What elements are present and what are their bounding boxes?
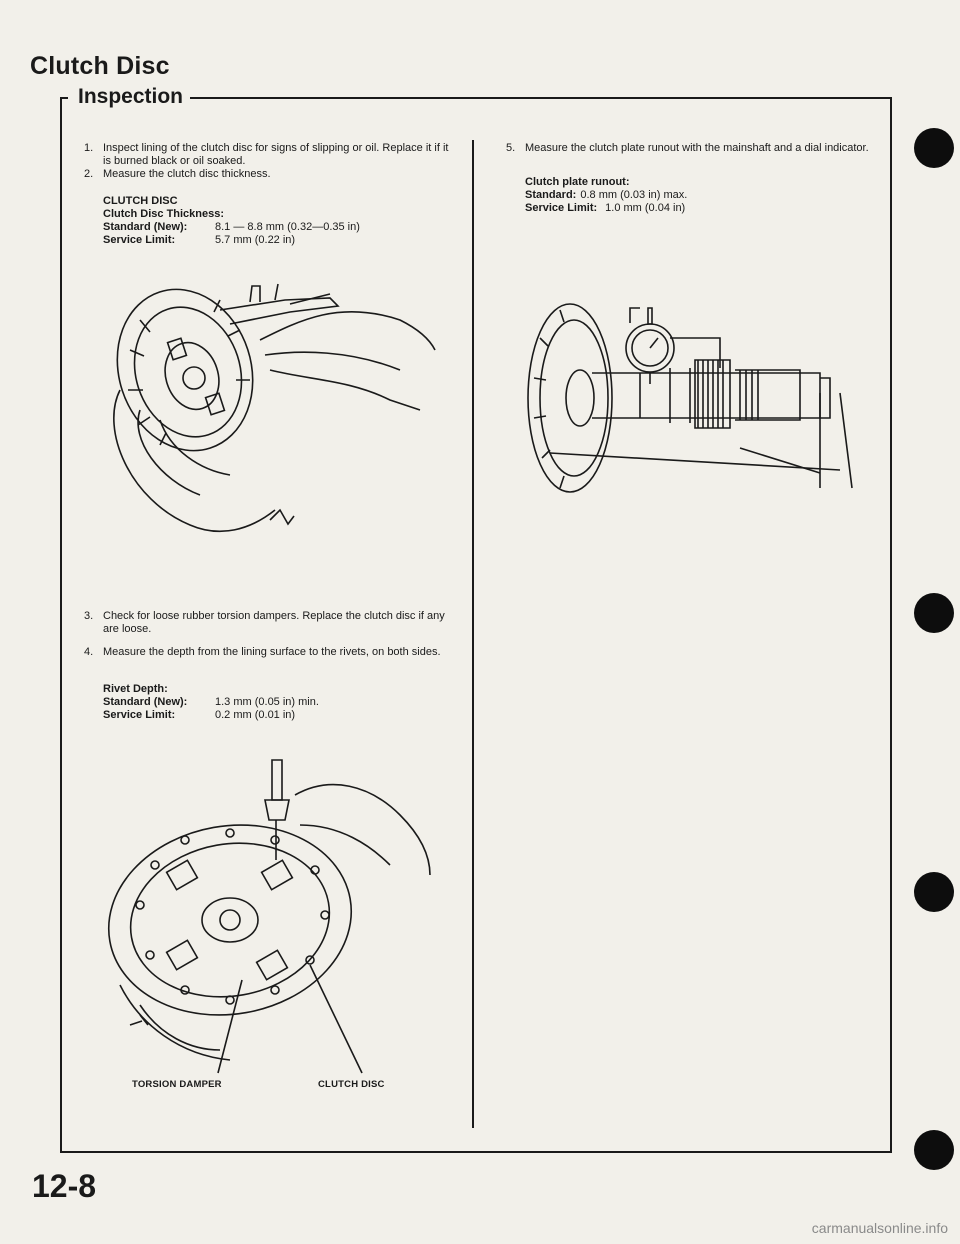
spec-row-service-limit [103,234,443,247]
column-divider [472,140,474,1128]
clutch-plate-runout-spec [525,176,865,215]
section-tab-marker [914,593,954,633]
clutch-disc-thickness-spec [103,195,443,247]
page-title: Clutch Disc [30,52,170,80]
spec-row-service-limit [525,202,865,215]
caliper-measurement-illustration [100,280,440,560]
step-text: Inspect lining of the clutch disc for signs of slipping or oil. Replace it if it is burned black or oil soaked. [103,142,449,167]
spec-value: 0.2 mm (0.01 in) [215,709,296,721]
spec-row-standard [103,221,443,234]
page-number: 12-8 [32,1168,97,1204]
frame-top-line [190,97,892,99]
spec-label: Standard: [525,189,577,201]
spec-subheading: Clutch Disc Thickness: [103,208,225,220]
section-tab-marker [914,128,954,168]
step-number: 1. [84,142,94,154]
step-number: 4. [84,646,94,658]
step-number: 3. [84,610,94,622]
step-text: Measure the clutch plate runout with the mainshaft and a dial indicator. [525,142,869,154]
section-tab-marker [914,1130,954,1170]
section-title: Inspection [74,85,187,109]
step-text: Measure the depth from the lining surface to the rivets, on both sides. [103,646,441,658]
rivet-depth-spec [103,683,443,722]
spec-value: 1.3 mm (0.05 in) min. [215,696,319,708]
spec-value: 8.1 — 8.8 mm (0.32—0.35 in) [215,221,360,233]
spec-value: 0.8 mm (0.03 in) max. [580,189,688,201]
runout-dial-indicator-illustration [520,298,860,508]
spec-heading: CLUTCH DISC [103,195,178,207]
caption-clutch-disc: CLUTCH DISC [318,1079,385,1090]
step-text: Measure the clutch disc thickness. [103,168,271,180]
spec-row-service-limit [103,709,443,722]
step-text: Check for loose rubber torsion dampers. Replace the clutch disc if any are loose. [103,610,445,635]
spec-label: Standard (New): [103,221,188,233]
spec-row-standard [103,696,443,709]
spec-heading: Rivet Depth: [103,683,168,695]
spec-label: Standard (New): [103,696,188,708]
spec-label: Service Limit: [525,202,598,214]
spec-label: Service Limit: [103,234,176,246]
spec-label: Service Limit: [103,709,176,721]
section-tab-marker [914,872,954,912]
spec-heading: Clutch plate runout: [525,176,630,188]
spec-value: 1.0 mm (0.04 in) [605,202,686,214]
step-1 [78,142,450,168]
caption-torsion-damper: TORSION DAMPER [132,1079,222,1090]
spec-row-standard [525,189,865,202]
step-2 [78,168,450,181]
spec-value: 5.7 mm (0.22 in) [215,234,296,246]
step-number: 5. [506,142,516,154]
step-number: 2. [84,168,94,180]
watermark: carmanualsonline.info [811,1220,948,1236]
step-4 [78,646,450,659]
step-3 [78,610,450,636]
step-5 [500,142,874,155]
rivet-depth-illustration [100,755,440,1075]
frame-top-stub [60,97,68,99]
